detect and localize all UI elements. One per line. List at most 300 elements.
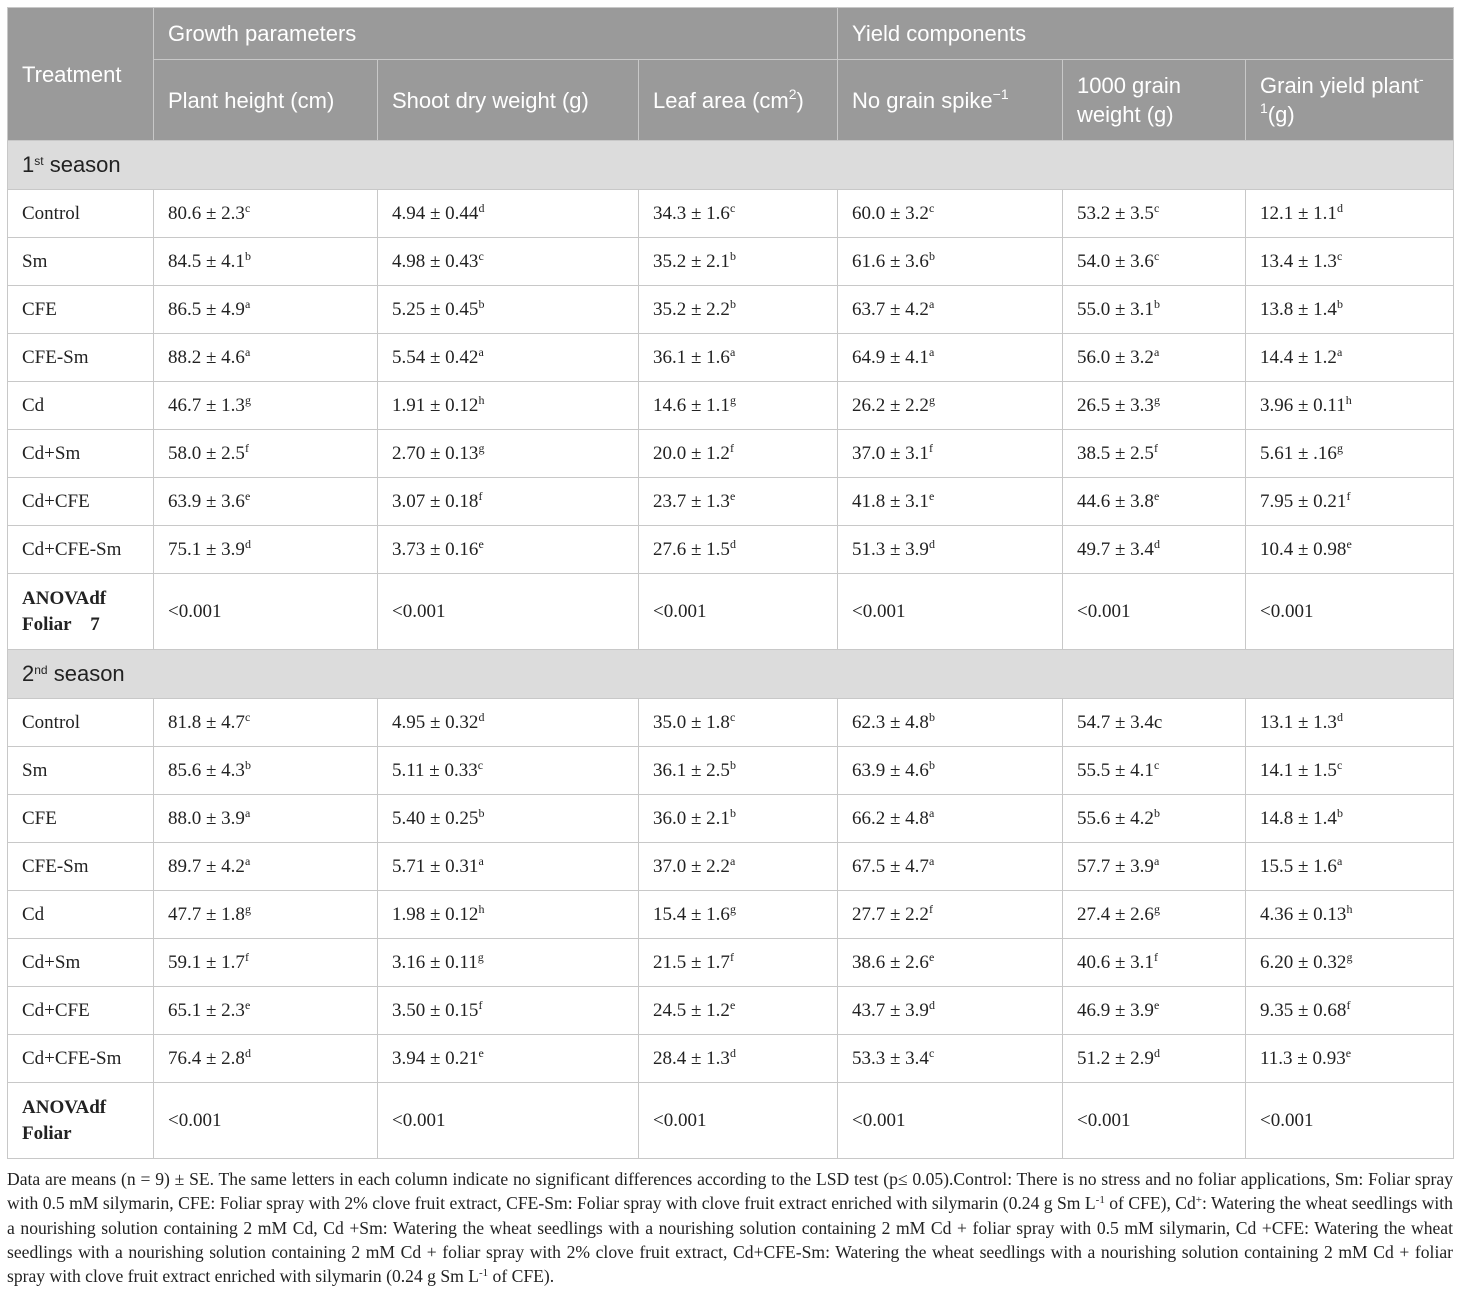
significance-letter: g [928, 392, 935, 407]
mean-se: 35.2 ± 2.1 [653, 250, 730, 272]
significance-letter: c [729, 200, 736, 215]
mean-se: 62.3 ± 4.8 [852, 711, 929, 733]
mean-se: 36.1 ± 2.5 [653, 759, 730, 781]
anova-value: <0.001 [1063, 1083, 1246, 1159]
value-cell [154, 795, 378, 843]
mean-se: 1.91 ± 0.12 [392, 394, 479, 416]
significance-letter: d [244, 1045, 251, 1060]
significance-letter: a [1153, 853, 1160, 868]
mean-se: 56.0 ± 3.2 [1077, 346, 1154, 368]
value-cell [838, 795, 1063, 843]
value-cell [154, 430, 378, 478]
mean-se: 4.94 ± 0.44 [392, 202, 479, 224]
value-cell [838, 238, 1063, 286]
value-cell [378, 891, 639, 939]
mean-se: 24.5 ± 1.2 [653, 999, 730, 1021]
significance-letter: d [729, 1045, 736, 1060]
significance-letter: a [729, 344, 736, 359]
mean-se: 13.4 ± 1.3 [1260, 250, 1337, 272]
significance-letter: c [244, 200, 251, 215]
mean-se: 23.7 ± 1.3 [653, 490, 730, 512]
mean-se: 26.2 ± 2.2 [852, 394, 929, 416]
header-growth-parameters: Growth parameters [154, 8, 838, 60]
table-row [8, 795, 1454, 843]
significance-letter: c [928, 200, 935, 215]
value-cell [639, 190, 838, 238]
value-cell [838, 939, 1063, 987]
mean-se: 89.7 ± 4.2 [168, 855, 245, 877]
mean-se: 58.0 ± 2.5 [168, 442, 245, 464]
value-cell [154, 190, 378, 238]
significance-letter: b [928, 248, 935, 263]
mean-se: 37.0 ± 3.1 [852, 442, 929, 464]
mean-se: 6.20 ± 0.32 [1260, 951, 1347, 973]
value-cell [1246, 891, 1454, 939]
mean-se: 1.98 ± 0.12 [392, 903, 479, 925]
significance-letter: b [729, 296, 736, 311]
significance-letter: c [477, 757, 484, 772]
value-cell [1246, 747, 1454, 795]
treatment-cell: CFE-Sm [8, 843, 154, 891]
anova-row [8, 574, 1454, 650]
significance-letter: f [729, 440, 734, 455]
mean-se: 3.07 ± 0.18 [392, 490, 479, 512]
season-ordinal: nd [34, 663, 48, 677]
significance-letter: g [244, 392, 251, 407]
mean-se: 2.70 ± 0.13 [392, 442, 479, 464]
significance-letter: g [729, 392, 736, 407]
significance-letter: e [478, 536, 484, 551]
value-cell [1063, 795, 1246, 843]
significance-letter: d [1336, 709, 1343, 724]
season-ordinal: st [34, 154, 44, 168]
treatment-cell: Cd+CFE-Sm [8, 1035, 154, 1083]
value-cell [838, 286, 1063, 334]
mean-se: 5.54 ± 0.42 [392, 346, 479, 368]
table-row [8, 286, 1454, 334]
anova-label-line2: Foliar [22, 1122, 72, 1144]
leaf-area-end: ) [796, 87, 804, 113]
mean-se: 3.73 ± 0.16 [392, 538, 479, 560]
season-number: 1 [22, 152, 35, 177]
treatment-cell: CFE [8, 795, 154, 843]
mean-se: 13.1 ± 1.3 [1260, 711, 1337, 733]
footnote-sup-1: -1 [1095, 1194, 1105, 1207]
mean-se: 54.0 ± 3.6 [1077, 250, 1154, 272]
value-cell [639, 891, 838, 939]
footnote-sup-2: + [1195, 1194, 1203, 1207]
anova-value: <0.001 [1063, 574, 1246, 650]
value-cell [1063, 843, 1246, 891]
significance-letter: a [928, 853, 935, 868]
value-cell [838, 478, 1063, 526]
value-cell [838, 747, 1063, 795]
mean-se: 57.7 ± 3.9 [1077, 855, 1154, 877]
mean-se: 38.5 ± 2.5 [1077, 442, 1154, 464]
significance-letter: f [1346, 997, 1351, 1012]
value-cell [378, 1035, 639, 1083]
anova-label [8, 1083, 154, 1159]
mean-se: 55.5 ± 4.1 [1077, 759, 1154, 781]
significance-letter: e [1346, 536, 1352, 551]
table-header [8, 8, 1454, 141]
significance-letter: c [1336, 248, 1343, 263]
significance-letter: e [1153, 488, 1160, 503]
value-cell [639, 286, 838, 334]
mean-se: 66.2 ± 4.8 [852, 807, 929, 829]
mean-se: 81.8 ± 4.7 [168, 711, 245, 733]
mean-se: 14.6 ± 1.1 [653, 394, 730, 416]
mean-se: 26.5 ± 3.3 [1077, 394, 1154, 416]
treatment-cell: Cd+Sm [8, 430, 154, 478]
significance-letter: g [729, 901, 736, 916]
significance-letter: d [729, 536, 736, 551]
value-cell [1063, 430, 1246, 478]
mean-se: 12.1 ± 1.1 [1260, 202, 1337, 224]
grain-yield-text: Grain yield plant [1260, 73, 1419, 98]
mean-se: 51.2 ± 2.9 [1077, 1047, 1154, 1069]
significance-letter: b [1153, 296, 1160, 311]
value-cell [154, 238, 378, 286]
value-cell [838, 190, 1063, 238]
mean-se: 20.0 ± 1.2 [653, 442, 730, 464]
anova-value: <0.001 [639, 574, 838, 650]
significance-letter: f [478, 488, 483, 503]
mean-se: 15.5 ± 1.6 [1260, 855, 1337, 877]
significance-letter: g [244, 901, 251, 916]
no-grain-sup: −1 [992, 85, 1009, 102]
mean-se: 5.71 ± 0.31 [392, 855, 479, 877]
season-label [8, 650, 1454, 699]
value-cell [838, 334, 1063, 382]
header-treatment: Treatment [8, 8, 154, 141]
significance-letter: g [1153, 392, 1160, 407]
table-row [8, 478, 1454, 526]
value-cell [639, 987, 838, 1035]
value-cell [1246, 795, 1454, 843]
significance-letter: e [1345, 1045, 1352, 1060]
table-row [8, 747, 1454, 795]
significance-letter: e [244, 488, 251, 503]
table-row [8, 1035, 1454, 1083]
significance-letter: g [478, 440, 485, 455]
value-cell [1246, 286, 1454, 334]
value-cell [154, 699, 378, 747]
mean-se: 35.0 ± 1.8 [653, 711, 730, 733]
mean-se: 27.4 ± 2.6 [1077, 903, 1154, 925]
significance-letter: d [478, 200, 485, 215]
value-cell [1063, 238, 1246, 286]
mean-se: 3.16 ± 0.11 [392, 951, 478, 973]
significance-letter: g [1336, 440, 1343, 455]
significance-letter: a [244, 296, 251, 311]
significance-letter: f [729, 949, 734, 964]
mean-se: 5.11 ± 0.33 [392, 759, 478, 781]
significance-letter: b [729, 248, 736, 263]
mean-se: 36.0 ± 2.1 [653, 807, 730, 829]
season-word: season [43, 152, 121, 177]
mean-se: 4.36 ± 0.13 [1260, 903, 1347, 925]
anova-label-line1: ANOVAdf [22, 587, 107, 609]
significance-letter: a [1336, 344, 1343, 359]
mean-se: 27.7 ± 2.2 [852, 903, 929, 925]
anova-value: <0.001 [639, 1083, 838, 1159]
mean-se: 5.61 ± .16 [1260, 442, 1337, 464]
value-cell [838, 843, 1063, 891]
value-cell [1246, 238, 1454, 286]
header-shoot-dry-weight: Shoot dry weight (g) [378, 60, 639, 141]
significance-letter: a [478, 853, 484, 868]
season-row [8, 141, 1454, 190]
mean-se: 54.7 ± 3.4c [1077, 711, 1163, 733]
mean-se: 3.94 ± 0.21 [392, 1047, 479, 1069]
mean-se: 3.50 ± 0.15 [392, 999, 479, 1021]
significance-letter: g [1153, 901, 1160, 916]
significance-letter: a [478, 344, 484, 359]
mean-se: 40.6 ± 3.1 [1077, 951, 1154, 973]
value-cell [1063, 286, 1246, 334]
treatment-cell: Cd [8, 891, 154, 939]
value-cell [1063, 1035, 1246, 1083]
value-cell [838, 382, 1063, 430]
significance-letter: e [729, 997, 736, 1012]
value-cell [639, 795, 838, 843]
mean-se: 47.7 ± 1.8 [168, 903, 245, 925]
season-label [8, 141, 1454, 190]
value-cell [154, 747, 378, 795]
value-cell [838, 699, 1063, 747]
value-cell [639, 526, 838, 574]
value-cell [154, 1035, 378, 1083]
significance-letter: d [1153, 1045, 1160, 1060]
mean-se: 28.4 ± 1.3 [653, 1047, 730, 1069]
value-cell [1246, 334, 1454, 382]
value-cell [1063, 891, 1246, 939]
table-row [8, 334, 1454, 382]
mean-se: 34.3 ± 1.6 [653, 202, 730, 224]
anova-value: <0.001 [378, 1083, 639, 1159]
value-cell [154, 843, 378, 891]
table-row [8, 190, 1454, 238]
significance-letter: f [1153, 440, 1158, 455]
value-cell [639, 478, 838, 526]
anova-label-line2: Foliar 7 [22, 613, 100, 635]
significance-letter: d [928, 997, 935, 1012]
mean-se: 41.8 ± 3.1 [852, 490, 929, 512]
treatment-cell: Control [8, 699, 154, 747]
mean-se: 59.1 ± 1.7 [168, 951, 245, 973]
mean-se: 67.5 ± 4.7 [852, 855, 929, 877]
mean-se: 44.6 ± 3.8 [1077, 490, 1154, 512]
value-cell [838, 1035, 1063, 1083]
treatment-cell: Cd+CFE [8, 987, 154, 1035]
significance-letter: e [1153, 997, 1160, 1012]
mean-se: 86.5 ± 4.9 [168, 298, 245, 320]
mean-se: 63.7 ± 4.2 [852, 298, 929, 320]
value-cell [1063, 939, 1246, 987]
value-cell [838, 526, 1063, 574]
significance-letter: c [729, 709, 736, 724]
value-cell [639, 939, 838, 987]
mean-se: 53.3 ± 3.4 [852, 1047, 929, 1069]
header-no-grain-spike [838, 60, 1063, 141]
header-plant-height: Plant height (cm) [154, 60, 378, 141]
footnote-part-1: Data are means (n = 9) ± SE. The same letters in each column indicate no significant differences according to the LSD test (p≤ 0.05).Control: There is no stress and no foliar applications, Sm: Foliar spray with 0.5 mM silymarin, CFE: Foliar spray with 2% clove fruit extract, CFE-Sm: Foliar spray with clove fruit extract enriched with silymarin (0.24 g Sm L [7, 1169, 1453, 1214]
value-cell [1246, 987, 1454, 1035]
value-cell [378, 939, 639, 987]
anova-value: <0.001 [154, 1083, 378, 1159]
value-cell [154, 478, 378, 526]
mean-se: 3.96 ± 0.11 [1260, 394, 1346, 416]
mean-se: 85.6 ± 4.3 [168, 759, 245, 781]
significance-letter: h [1346, 901, 1353, 916]
value-cell [1246, 430, 1454, 478]
mean-se: 5.25 ± 0.45 [392, 298, 479, 320]
anova-value: <0.001 [838, 1083, 1063, 1159]
value-cell [1246, 478, 1454, 526]
table-row [8, 382, 1454, 430]
mean-se: 43.7 ± 3.9 [852, 999, 929, 1021]
value-cell [378, 843, 639, 891]
mean-se: 63.9 ± 4.6 [852, 759, 929, 781]
significance-letter: a [928, 344, 935, 359]
significance-letter: b [729, 805, 736, 820]
significance-letter: f [1153, 949, 1158, 964]
mean-se: 15.4 ± 1.6 [653, 903, 730, 925]
significance-letter: a [928, 805, 935, 820]
value-cell [838, 430, 1063, 478]
significance-letter: d [244, 536, 251, 551]
significance-letter: h [478, 901, 485, 916]
value-cell [1246, 382, 1454, 430]
mean-se: 84.5 ± 4.1 [168, 250, 245, 272]
mean-se: 65.1 ± 2.3 [168, 999, 245, 1021]
grain-yield-sup: -1 [1260, 71, 1424, 116]
significance-letter: e [478, 1045, 484, 1060]
value-cell [639, 382, 838, 430]
value-cell [378, 795, 639, 843]
value-cell [838, 891, 1063, 939]
grain-yield-unit: (g) [1267, 102, 1295, 127]
value-cell [378, 190, 639, 238]
header-leaf-area [639, 60, 838, 141]
mean-se: 10.4 ± 0.98 [1260, 538, 1347, 560]
anova-row [8, 1083, 1454, 1159]
season-row [8, 650, 1454, 699]
treatment-cell: CFE-Sm [8, 334, 154, 382]
significance-letter: a [244, 853, 251, 868]
anova-label [8, 574, 154, 650]
significance-letter: e [928, 488, 935, 503]
significance-letter: c [928, 1045, 935, 1060]
footnote-part-2: of CFE), Cd [1104, 1193, 1196, 1214]
significance-letter: a [1336, 853, 1343, 868]
leaf-area-sup: 2 [788, 85, 797, 102]
mean-se: 46.7 ± 1.3 [168, 394, 245, 416]
mean-se: 13.8 ± 1.4 [1260, 298, 1337, 320]
table-row [8, 891, 1454, 939]
mean-se: 14.1 ± 1.5 [1260, 759, 1337, 781]
significance-letter: b [478, 296, 485, 311]
significance-letter: e [244, 997, 251, 1012]
significance-letter: h [1345, 392, 1352, 407]
value-cell [154, 939, 378, 987]
value-cell [639, 843, 838, 891]
table-row [8, 430, 1454, 478]
significance-letter: d [1336, 200, 1343, 215]
significance-letter: c [244, 709, 251, 724]
significance-letter: d [1153, 536, 1160, 551]
significance-letter: f [928, 901, 933, 916]
significance-letter: b [1153, 805, 1160, 820]
mean-se: 49.7 ± 3.4 [1077, 538, 1154, 560]
significance-letter: a [928, 296, 935, 311]
anova-value: <0.001 [1246, 1083, 1454, 1159]
value-cell [154, 987, 378, 1035]
value-cell [378, 526, 639, 574]
significance-letter: f [244, 949, 249, 964]
value-cell [1063, 987, 1246, 1035]
footnote-part-4: of CFE). [488, 1266, 555, 1287]
mean-se: 38.6 ± 2.6 [852, 951, 929, 973]
table-footnote [7, 1167, 1453, 1288]
anova-label-line1: ANOVAdf [22, 1096, 107, 1118]
table-row [8, 699, 1454, 747]
mean-se: 76.4 ± 2.8 [168, 1047, 245, 1069]
significance-letter: c [1153, 757, 1160, 772]
significance-letter: g [477, 949, 484, 964]
mean-se: 80.6 ± 2.3 [168, 202, 245, 224]
anova-value: <0.001 [838, 574, 1063, 650]
mean-se: 88.0 ± 3.9 [168, 807, 245, 829]
value-cell [154, 286, 378, 334]
header-yield-components: Yield components [838, 8, 1454, 60]
value-cell [378, 478, 639, 526]
mean-se: 36.1 ± 1.6 [653, 346, 730, 368]
mean-se: 9.35 ± 0.68 [1260, 999, 1347, 1021]
mean-se: 46.9 ± 3.9 [1077, 999, 1154, 1021]
value-cell [154, 334, 378, 382]
mean-se: 4.95 ± 0.32 [392, 711, 479, 733]
significance-letter: b [1336, 296, 1343, 311]
value-cell [154, 382, 378, 430]
significance-letter: g [1346, 949, 1353, 964]
treatment-cell: Cd+CFE-Sm [8, 526, 154, 574]
mean-se: 14.4 ± 1.2 [1260, 346, 1337, 368]
significance-letter: f [244, 440, 249, 455]
mean-se: 61.6 ± 3.6 [852, 250, 929, 272]
treatment-cell: Cd+Sm [8, 939, 154, 987]
significance-letter: f [478, 997, 483, 1012]
value-cell [378, 238, 639, 286]
significance-letter: f [1346, 488, 1351, 503]
significance-letter: d [478, 709, 485, 724]
table-row [8, 843, 1454, 891]
value-cell [378, 699, 639, 747]
significance-letter: d [928, 536, 935, 551]
mean-se: 7.95 ± 0.21 [1260, 490, 1347, 512]
footnote-part-3: : Watering the wheat seedlings with a nourishing solution containing 2 mM Cd, Cd +Sm: Watering the wheat seedlings with a nourishing solution containing 2 mM Cd + foliar spray with 0.5 mM silymarin, Cd +CFE: Watering the wheat seedlings with a nourishing solution containing 2 mM Cd + foliar spray with 2% clove fruit extract, Cd+CFE-Sm: Watering the wheat seedlings with a nourishing solution containing 2 mM Cd + foliar spray with clove fruit extract enriched with silymarin (0.24 g Sm L [7, 1193, 1453, 1287]
mean-se: 11.3 ± 0.93 [1260, 1047, 1346, 1069]
significance-letter: b [478, 805, 485, 820]
value-cell [1063, 699, 1246, 747]
table-row [8, 939, 1454, 987]
significance-letter: c [478, 248, 484, 263]
mean-se: 4.98 ± 0.43 [392, 250, 479, 272]
data-table [7, 7, 1454, 1159]
value-cell [378, 987, 639, 1035]
anova-value: <0.001 [1246, 574, 1454, 650]
